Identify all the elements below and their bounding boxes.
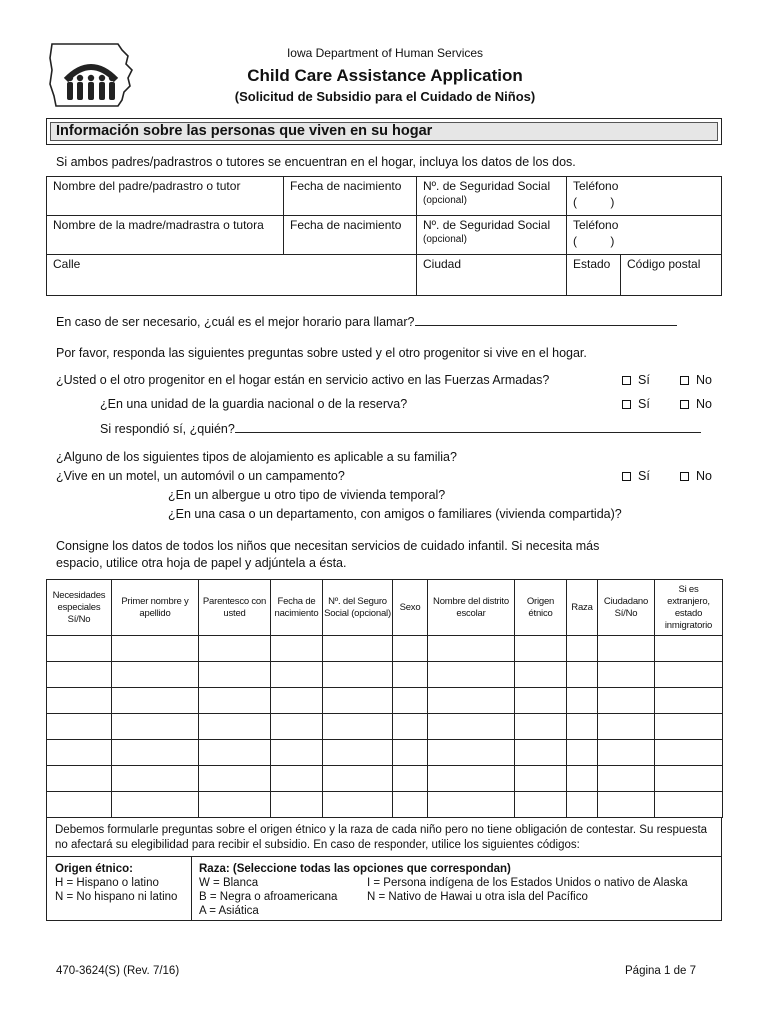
codes-divider xyxy=(191,856,192,920)
mother-phone-field[interactable]: Teléfono ( ) xyxy=(567,216,722,255)
guard-yes-option[interactable]: Sí xyxy=(622,397,650,411)
please-answer-text: Por favor, responda las siguientes preguntas sobre usted y el otro progenitor si vive en el hogar. xyxy=(56,346,587,360)
military-no-option[interactable]: No xyxy=(680,373,712,387)
housing-yes-option[interactable]: Sí xyxy=(622,469,650,483)
col-ssn: Nº. del Seguro Social (opcional) xyxy=(323,580,393,636)
children-table-header xyxy=(47,580,723,636)
housing-no-option[interactable]: No xyxy=(680,469,712,483)
military-yes-option[interactable]: Sí xyxy=(622,373,650,387)
race-codes-extra: I = Persona indígena de los Estados Unidos o nativo de Alaska N = Nativo de Hawai u otra isla del Pacífico xyxy=(367,877,688,903)
parents-table xyxy=(46,176,722,296)
state-field[interactable]: Estado xyxy=(567,255,621,296)
page-number: Página 1 de 7 xyxy=(625,965,696,977)
who-question: Si respondió sí, ¿quién? xyxy=(100,421,701,436)
best-time-question: En caso de ser necesario, ¿cuál es el mejor horario para llamar? xyxy=(56,314,677,329)
table-row[interactable] xyxy=(47,766,723,792)
form-subtitle: (Solicitud de Subsidio para el Cuidado de Niños) xyxy=(234,89,536,104)
father-ssn-field[interactable]: Nº. de Seguridad Social (opcional) xyxy=(417,177,567,216)
shelter-question: ¿En un albergue u otro tipo de vivienda temporal? xyxy=(168,488,446,502)
col-race: Raza xyxy=(567,580,598,636)
guard-question: ¿En una unidad de la guardia nacional o de la reserva? xyxy=(100,397,408,411)
department-name: Iowa Department of Human Services xyxy=(286,46,484,60)
who-input[interactable] xyxy=(235,421,701,433)
section-header xyxy=(46,118,722,145)
checkbox-icon[interactable] xyxy=(622,376,631,385)
father-phone-field[interactable]: Teléfono ( ) xyxy=(567,177,722,216)
children-intro-line2: espacio, utilice otra hoja de papel y adjúntela a ésta. xyxy=(56,556,347,570)
notice-divider xyxy=(47,856,721,857)
street-field[interactable]: Calle xyxy=(47,255,417,296)
col-name: Primer nombre y apellido xyxy=(112,580,199,636)
race-codes: Raza: (Seleccione todas las opciones que correspondan) W = Blanca B = Negra o afroamericana A = Asiática xyxy=(199,863,511,917)
table-row[interactable] xyxy=(47,688,723,714)
ethnic-codes: Origen étnico: H = Hispano o latino N = No hispano ni latino xyxy=(55,863,178,903)
military-question: ¿Usted o el otro progenitor en el hogar están en servicio activo en las Fuerzas Armadas? xyxy=(56,373,550,387)
table-row[interactable] xyxy=(47,714,723,740)
motel-question: ¿Vive en un motel, un automóvil o un campamento? xyxy=(56,469,345,483)
father-birthdate-field[interactable]: Fecha de nacimiento xyxy=(284,177,417,216)
checkbox-icon[interactable] xyxy=(622,472,631,481)
checkbox-icon[interactable] xyxy=(622,400,631,409)
col-sex: Sexo xyxy=(393,580,428,636)
city-field[interactable]: Ciudad xyxy=(417,255,567,296)
col-school-district: Nombre del distrito escolar xyxy=(428,580,515,636)
section-title: Información sobre las personas que viven en su hogar xyxy=(50,122,718,141)
shared-housing-question: ¿En una casa o un departamento, con amigos o familiares (vivienda compartida)? xyxy=(168,507,622,521)
checkbox-icon[interactable] xyxy=(680,472,689,481)
ethnicity-race-notice xyxy=(46,817,722,921)
table-row[interactable] xyxy=(47,636,723,662)
col-ethnic-origin: Origen étnico xyxy=(515,580,567,636)
father-name-field[interactable]: Nombre del padre/padrastro o tutor xyxy=(47,177,284,216)
mother-birthdate-field[interactable]: Fecha de nacimiento xyxy=(284,216,417,255)
checkbox-icon[interactable] xyxy=(680,376,689,385)
form-number: 470-3624(S) (Rev. 7/16) xyxy=(56,965,180,977)
guard-no-option[interactable]: No xyxy=(680,397,712,411)
housing-intro: ¿Alguno de los siguientes tipos de alojamiento es aplicable a su familia? xyxy=(56,450,457,464)
zip-field[interactable]: Código postal xyxy=(621,255,722,296)
col-relationship: Parentesco con usted xyxy=(199,580,271,636)
checkbox-icon[interactable] xyxy=(680,400,689,409)
col-immigration-status: Si es extranjero, estado inmigratorio xyxy=(655,580,723,636)
col-birthdate: Fecha de nacimiento xyxy=(271,580,323,636)
children-intro-line1: Consigne los datos de todos los niños que necesitan servicios de cuidado infantil. Si necesita más xyxy=(56,539,600,553)
best-time-input[interactable] xyxy=(415,314,677,326)
mother-ssn-field[interactable]: Nº. de Seguridad Social (opcional) xyxy=(417,216,567,255)
col-citizen: Ciudadano Sí/No xyxy=(598,580,655,636)
notice-text: Debemos formularle preguntas sobre el origen étnico y la raza de cada niño pero no tiene obligación de contestar. Su respuesta no afectará su elegibilidad para recibir el subsidio. En caso de responder, utilice los siguientes códigos: xyxy=(55,824,708,851)
table-row[interactable] xyxy=(47,740,723,766)
mother-name-field[interactable]: Nombre de la madre/madrastra o tutora xyxy=(47,216,284,255)
section-intro: Si ambos padres/padrastros o tutores se encuentran en el hogar, incluya los datos de los dos. xyxy=(56,155,576,169)
table-row[interactable] xyxy=(47,662,723,688)
col-special-needs: Necesidades especiales Sí/No xyxy=(47,580,112,636)
children-table xyxy=(46,579,723,818)
form-title: Child Care Assistance Application xyxy=(247,66,523,85)
table-row[interactable] xyxy=(47,792,723,818)
